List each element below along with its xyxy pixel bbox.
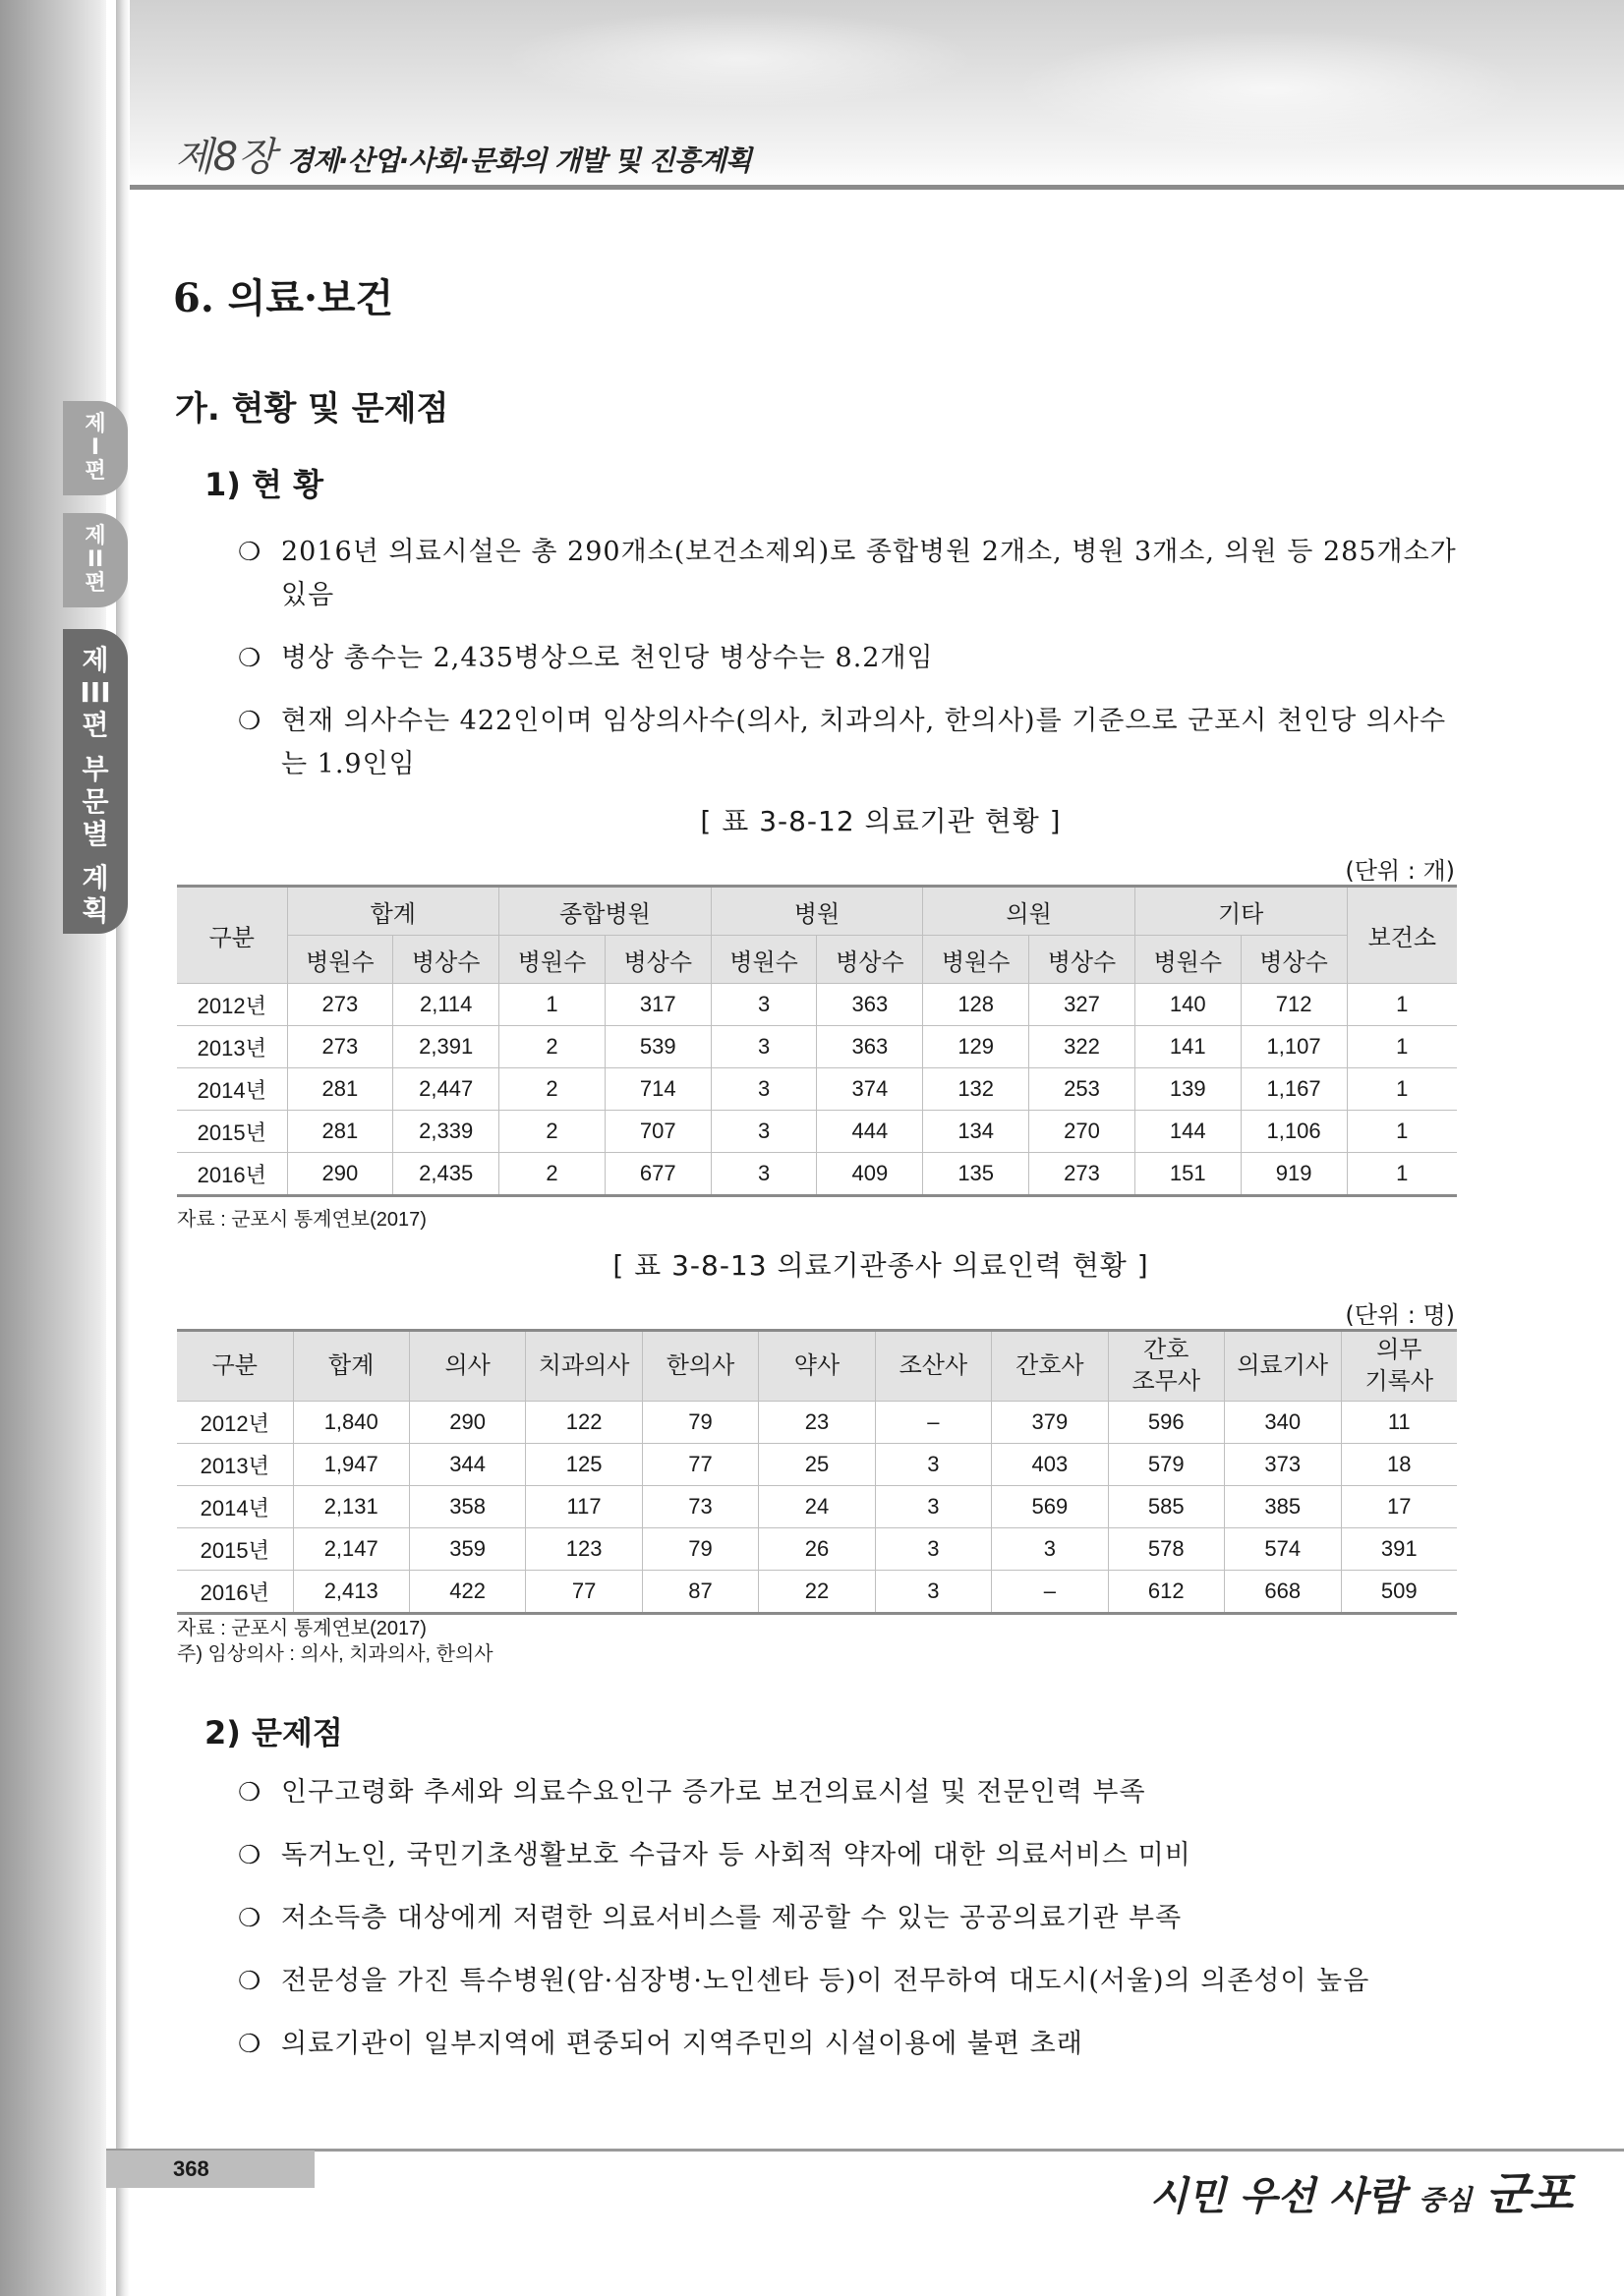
table-cell: 322 <box>1029 1026 1135 1068</box>
table1-source: 자료 : 군포시 통계연보(2017) <box>177 1209 427 1231</box>
table-cell: 2 <box>499 1111 606 1153</box>
status-bullet <box>238 637 1457 680</box>
row-year-cell: 2012년 <box>177 1402 293 1444</box>
table-row <box>177 1444 1457 1486</box>
table-cell: 25 <box>759 1444 875 1486</box>
table-cell: 281 <box>287 1068 393 1111</box>
chapter-number: 제8장 <box>175 135 276 180</box>
table-cell: 17 <box>1341 1486 1457 1528</box>
table-header-cell: 병상수 <box>605 936 711 984</box>
table-cell: 1 <box>499 984 606 1026</box>
table-header-cell: 약사 <box>759 1331 875 1402</box>
table-row <box>177 1026 1457 1068</box>
table-header-cell: 간호사 <box>992 1331 1108 1402</box>
problems-heading: 2) 문제점 <box>204 1714 343 1751</box>
table-cell: 77 <box>526 1571 642 1614</box>
table-cell: 373 <box>1225 1444 1342 1486</box>
table-cell: 579 <box>1108 1444 1224 1486</box>
table-cell: 1 <box>1347 1111 1457 1153</box>
status-heading: 1) 현 황 <box>204 466 323 503</box>
side-tab-part3-active <box>63 629 128 934</box>
table-cell: 359 <box>409 1528 525 1571</box>
table-header-cell: 의료기사 <box>1225 1331 1342 1402</box>
table-header-cell: 기타 <box>1134 887 1347 936</box>
table-header-cell: 병원수 <box>287 936 393 984</box>
side-tab-char: 편 <box>85 571 106 596</box>
table-cell: 585 <box>1108 1486 1224 1528</box>
table-cell: 2,413 <box>293 1571 409 1614</box>
bullet-text: 전문성을 가진 특수병원(암·심장병·노인센타 등)이 전무하여 대도시(서울)의 의존성이 높음 <box>281 1966 1370 1996</box>
table-cell: 3 <box>711 984 817 1026</box>
table-cell: 77 <box>642 1444 758 1486</box>
table-cell: 3 <box>875 1528 991 1571</box>
table-cell: 1,840 <box>293 1402 409 1444</box>
bullet-circle-icon: ❍ <box>238 538 262 567</box>
row-year-cell: 2014년 <box>177 1068 287 1111</box>
page-number-tab <box>106 2151 315 2188</box>
table-cell: 374 <box>817 1068 923 1111</box>
table1-unit: (단위 : 개) <box>1345 857 1455 885</box>
table-cell: 134 <box>923 1111 1029 1153</box>
table-cell: 139 <box>1134 1068 1241 1111</box>
table-cell: 677 <box>605 1153 711 1196</box>
table-cell: 144 <box>1134 1111 1241 1153</box>
table-header-cell: 치과의사 <box>526 1331 642 1402</box>
table-cell: 132 <box>923 1068 1029 1111</box>
chapter-heading <box>175 126 751 182</box>
table-cell: 125 <box>526 1444 642 1486</box>
table-cell: 596 <box>1108 1402 1224 1444</box>
bullet-circle-icon: ❍ <box>238 1841 262 1870</box>
table-header-cell: 병상수 <box>817 936 923 984</box>
chapter-title: 경제·산업·사회·문화의 개발 및 진흥계획 <box>286 144 751 177</box>
table-cell: 273 <box>287 984 393 1026</box>
table-header-cell: 합계 <box>287 887 499 936</box>
bullet-circle-icon: ❍ <box>238 1904 262 1933</box>
table-cell: 22 <box>759 1571 875 1614</box>
medical-personnel-table <box>177 1329 1457 1615</box>
slogan-part: 군포 <box>1485 2167 1573 2220</box>
side-tab-char: 부 <box>82 753 109 785</box>
table-cell: 3 <box>711 1111 817 1153</box>
row-year-cell: 2013년 <box>177 1444 293 1486</box>
table-cell: 403 <box>992 1444 1108 1486</box>
bullet-circle-icon: ❍ <box>238 644 262 673</box>
table-header-cell: 의무 기록사 <box>1341 1331 1457 1402</box>
bullet-text: 저소득층 대상에게 저렴한 의료서비스를 제공할 수 있는 공공의료기관 부족 <box>281 1903 1183 1933</box>
table-header-cell: 병원수 <box>1134 936 1241 984</box>
row-year-cell: 2014년 <box>177 1486 293 1528</box>
table-cell: 2 <box>499 1153 606 1196</box>
table-cell: 444 <box>817 1111 923 1153</box>
table-cell: 140 <box>1134 984 1241 1026</box>
table-cell: 253 <box>1029 1068 1135 1111</box>
table-cell: 1,106 <box>1241 1111 1347 1153</box>
table-cell: 18 <box>1341 1444 1457 1486</box>
table-header-cell: 의원 <box>923 887 1135 936</box>
table-cell: 129 <box>923 1026 1029 1068</box>
table-cell: 270 <box>1029 1111 1135 1153</box>
problem-bullet <box>238 2023 1457 2066</box>
table-cell: 317 <box>605 984 711 1026</box>
header-rule <box>130 185 1624 190</box>
table-cell: 3 <box>875 1571 991 1614</box>
table1-body <box>177 984 1457 1196</box>
table-cell: 87 <box>642 1571 758 1614</box>
table-cell: 290 <box>409 1402 525 1444</box>
table2-header-row <box>177 1331 1457 1402</box>
table-cell: 327 <box>1029 984 1135 1026</box>
table-header-cell: 병상수 <box>1241 936 1347 984</box>
side-tab-char: 제 <box>85 412 106 436</box>
table1-caption: [ 표 3-8-12 의료기관 현황 ] <box>700 805 1062 837</box>
row-year-cell: 2012년 <box>177 984 287 1026</box>
row-year-cell: 2015년 <box>177 1528 293 1571</box>
table-cell: 117 <box>526 1486 642 1528</box>
table-cell: 714 <box>605 1068 711 1111</box>
side-tab-char: I <box>90 435 100 460</box>
table-cell: 151 <box>1134 1153 1241 1196</box>
binding-strip <box>0 0 109 2296</box>
table-header-cell: 간호 조무사 <box>1108 1331 1224 1402</box>
binding-edge <box>116 0 130 2296</box>
medical-facilities-table <box>177 885 1457 1197</box>
table-cell: 539 <box>605 1026 711 1068</box>
table-header-cell: 조산사 <box>875 1331 991 1402</box>
table-cell: 344 <box>409 1444 525 1486</box>
table-cell: 509 <box>1341 1571 1457 1614</box>
bullet-circle-icon: ❍ <box>238 2030 262 2059</box>
side-tab-char: II <box>87 547 104 572</box>
side-tab-char: 편 <box>82 709 109 741</box>
table-cell: 1,947 <box>293 1444 409 1486</box>
table-cell: 422 <box>409 1571 525 1614</box>
table-cell: 574 <box>1225 1528 1342 1571</box>
table-cell: 409 <box>817 1153 923 1196</box>
table-cell: 363 <box>817 984 923 1026</box>
bullet-text: 독거노인, 국민기초생활보호 수급자 등 사회적 약자에 대한 의료서비스 미비 <box>281 1840 1191 1870</box>
side-tab-char: 제 <box>82 644 109 676</box>
table-cell: 273 <box>287 1026 393 1068</box>
status-bullet <box>238 700 1457 786</box>
table-cell: 1 <box>1347 1026 1457 1068</box>
status-bullet <box>238 531 1457 617</box>
table-cell: 23 <box>759 1402 875 1444</box>
table-cell: 2,391 <box>393 1026 499 1068</box>
table-cell: 79 <box>642 1528 758 1571</box>
table-cell: 569 <box>992 1486 1108 1528</box>
bullet-text: 병상 총수는 2,435병상으로 천인당 병상수는 8.2개임 <box>281 643 934 673</box>
table2-note: 주) 임상의사 : 의사, 치과의사, 한의사 <box>177 1643 493 1665</box>
table-cell: 3 <box>875 1486 991 1528</box>
table-cell: 2 <box>499 1068 606 1111</box>
table-cell: 1,107 <box>1241 1026 1347 1068</box>
table-row <box>177 1068 1457 1111</box>
side-tab-char: 획 <box>82 894 109 927</box>
cloud-shape <box>503 10 975 108</box>
table-row <box>177 1111 1457 1153</box>
table-header-cell: 병상수 <box>393 936 499 984</box>
table-header-cell: 합계 <box>293 1331 409 1402</box>
table-cell: 141 <box>1134 1026 1241 1068</box>
table-cell: 707 <box>605 1111 711 1153</box>
table-cell: 128 <box>923 984 1029 1026</box>
table-cell: 2,435 <box>393 1153 499 1196</box>
problem-bullet <box>238 1897 1457 1940</box>
table-cell: 3 <box>711 1068 817 1111</box>
side-tab-part2 <box>63 513 128 607</box>
table-cell: – <box>875 1402 991 1444</box>
table-cell: 612 <box>1108 1571 1224 1614</box>
side-tab-part1 <box>63 401 128 495</box>
table-cell: 340 <box>1225 1402 1342 1444</box>
side-tab-char: 문 <box>82 785 109 818</box>
table-header-cell: 병원수 <box>711 936 817 984</box>
table-cell: 26 <box>759 1528 875 1571</box>
table-cell: 2,131 <box>293 1486 409 1528</box>
row-year-cell: 2013년 <box>177 1026 287 1068</box>
table-cell: 578 <box>1108 1528 1224 1571</box>
table-header-cell: 구분 <box>177 1331 293 1402</box>
table-cell: 3 <box>711 1026 817 1068</box>
table-header-cell: 종합병원 <box>499 887 712 936</box>
side-tab-char: III <box>80 676 111 709</box>
table-cell: 24 <box>759 1486 875 1528</box>
slogan-part: 중심 <box>1419 2184 1473 2216</box>
table-cell: 79 <box>642 1402 758 1444</box>
table-cell: 385 <box>1225 1486 1342 1528</box>
table-header-cell: 보건소 <box>1347 887 1457 984</box>
side-tab-char: 별 <box>82 818 109 850</box>
table-cell: 2 <box>499 1026 606 1068</box>
bullet-text: 의료기관이 일부지역에 편중되어 지역주민의 시설이용에 불편 초래 <box>281 2029 1083 2059</box>
table-header-cell: 병원수 <box>923 936 1029 984</box>
table-cell: 391 <box>1341 1528 1457 1571</box>
table-cell: 363 <box>817 1026 923 1068</box>
table-cell: 3 <box>992 1528 1108 1571</box>
table-cell: – <box>992 1571 1108 1614</box>
side-tab-char: 편 <box>85 459 106 484</box>
table-row <box>177 1402 1457 1444</box>
problem-bullet <box>238 1771 1457 1814</box>
bullet-circle-icon: ❍ <box>238 1967 262 1996</box>
table-cell: 1 <box>1347 1153 1457 1196</box>
bullet-text: 2016년 의료시설은 총 290개소(보건소제외)로 종합병원 2개소, 병원 3개소, 의원 등 285개소가 있음 <box>281 537 1457 610</box>
table-cell: 2,114 <box>393 984 499 1026</box>
table-header-cell: 의사 <box>409 1331 525 1402</box>
table-cell: 122 <box>526 1402 642 1444</box>
table-row <box>177 1528 1457 1571</box>
table-cell: 919 <box>1241 1153 1347 1196</box>
section-title: 6. 의료·보건 <box>173 275 394 321</box>
table-row <box>177 1153 1457 1196</box>
table-row <box>177 984 1457 1026</box>
bullet-circle-icon: ❍ <box>238 707 262 736</box>
table-header-cell: 한의사 <box>642 1331 758 1402</box>
row-year-cell: 2016년 <box>177 1153 287 1196</box>
table-cell: 73 <box>642 1486 758 1528</box>
table-cell: 1 <box>1347 1068 1457 1111</box>
table-header-cell: 병원 <box>711 887 923 936</box>
footer-rule <box>106 2149 1624 2152</box>
city-slogan-logo <box>1042 2158 1573 2223</box>
table-cell: 2,447 <box>393 1068 499 1111</box>
table-header-cell: 병상수 <box>1029 936 1135 984</box>
table-cell: 135 <box>923 1153 1029 1196</box>
table-header-cell: 구분 <box>177 887 287 984</box>
bullet-text: 인구고령화 추세와 의료수요인구 증가로 보건의료시설 및 전문인력 부족 <box>281 1777 1146 1808</box>
table2-body <box>177 1402 1457 1614</box>
table-cell: 2,147 <box>293 1528 409 1571</box>
table-cell: 668 <box>1225 1571 1342 1614</box>
row-year-cell: 2016년 <box>177 1571 293 1614</box>
table-row <box>177 1486 1457 1528</box>
side-tab-char: 제 <box>85 524 106 548</box>
table-cell: 3 <box>875 1444 991 1486</box>
table-cell: 123 <box>526 1528 642 1571</box>
cloud-shape <box>1015 29 1526 147</box>
bullet-circle-icon: ❍ <box>238 1778 262 1808</box>
table-cell: 1,167 <box>1241 1068 1347 1111</box>
table-cell: 379 <box>992 1402 1108 1444</box>
table-cell: 712 <box>1241 984 1347 1026</box>
table2-source: 자료 : 군포시 통계연보(2017) <box>177 1618 427 1639</box>
table-cell: 3 <box>711 1153 817 1196</box>
table2-caption: [ 표 3-8-13 의료기관종사 의료인력 현황 ] <box>612 1249 1149 1282</box>
page-number: 368 <box>173 2156 209 2181</box>
table-cell: 2,339 <box>393 1111 499 1153</box>
section-subtitle: 가. 현황 및 문제점 <box>175 389 449 429</box>
table-cell: 281 <box>287 1111 393 1153</box>
slogan-part: 시민 우선 사람 <box>1149 2174 1406 2219</box>
table-header-cell: 병원수 <box>499 936 606 984</box>
table-cell: 273 <box>1029 1153 1135 1196</box>
problem-bullet <box>238 1960 1457 2003</box>
table-cell: 290 <box>287 1153 393 1196</box>
side-tab-char: 계 <box>82 862 109 894</box>
table-cell: 11 <box>1341 1402 1457 1444</box>
table2-unit: (단위 : 명) <box>1345 1301 1455 1329</box>
problem-bullet <box>238 1834 1457 1877</box>
table-row <box>177 1571 1457 1614</box>
table-cell: 1 <box>1347 984 1457 1026</box>
row-year-cell: 2015년 <box>177 1111 287 1153</box>
table-cell: 358 <box>409 1486 525 1528</box>
bullet-text: 현재 의사수는 422인이며 임상의사수(의사, 치과의사, 한의사)를 기준으로 군포시 천인당 의사수는 1.9인임 <box>281 706 1447 779</box>
